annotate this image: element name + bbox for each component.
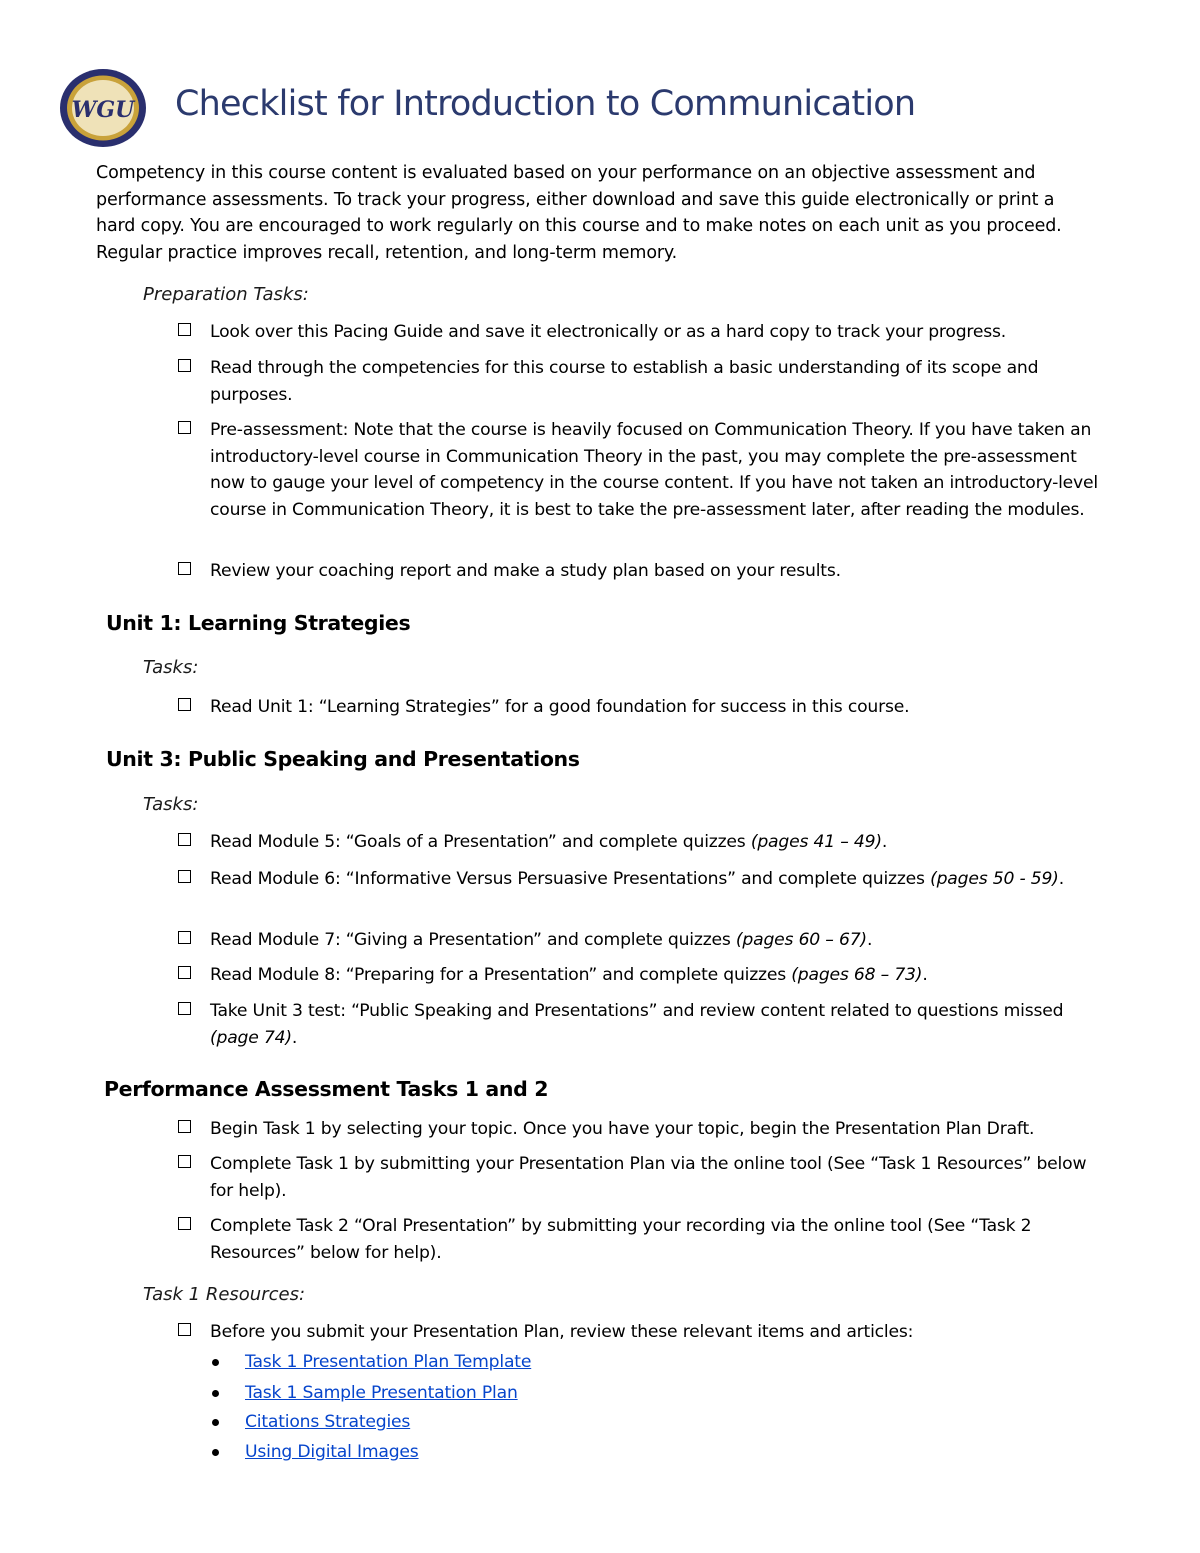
task-text (210, 998, 1108, 1051)
task-description: Read Module 8: “Preparing for a Presentation” and complete quizzes (210, 965, 792, 985)
checkbox[interactable] (178, 562, 191, 575)
task-text (210, 829, 1108, 856)
task-text: Begin Task 1 by selecting your topic. Once you have your topic, begin the Presentation Plan Draft. (210, 1119, 1035, 1139)
page-range: (pages 41 – 49) (750, 832, 882, 852)
task-description: Take Unit 3 test: “Public Speaking and Presentations” and review content related to questions missed (210, 1001, 1064, 1021)
task-text (210, 927, 1108, 954)
checklist-item (178, 1213, 1108, 1266)
link-presentation-plan-template[interactable]: Task 1 Presentation Plan Template (245, 1352, 532, 1372)
unit1-heading: Unit 1: Learning Strategies (106, 611, 411, 635)
checklist-item (178, 962, 1108, 989)
unit3-tasks-heading: Tasks: (143, 794, 199, 815)
checkbox[interactable] (178, 833, 191, 846)
bullet-icon (212, 1419, 219, 1426)
task-end: . (1058, 869, 1064, 889)
link-using-digital-images[interactable]: Using Digital Images (245, 1442, 419, 1462)
checklist-item (178, 417, 1108, 523)
checkbox[interactable] (178, 698, 191, 711)
link-sample-presentation-plan[interactable]: Task 1 Sample Presentation Plan (245, 1383, 518, 1403)
task-text: Complete Task 2 “Oral Presentation” by submitting your recording via the online tool (See “Task 2 Resources” below for help). (210, 1216, 1032, 1263)
checklist-item (178, 319, 1108, 346)
bullet-icon (212, 1359, 219, 1366)
checklist-item (178, 1319, 1108, 1346)
checkbox[interactable] (178, 966, 191, 979)
task-end: . (922, 965, 928, 985)
task-text: Look over this Pacing Guide and save it electronically or as a hard copy to track your progress. (210, 322, 1007, 342)
checklist-item (178, 829, 1108, 856)
checkbox[interactable] (178, 421, 191, 434)
preparation-heading: Preparation Tasks: (143, 284, 309, 305)
university-seal-logo (59, 68, 147, 148)
task-text: Review your coaching report and make a study plan based on your results. (210, 561, 841, 581)
checkbox[interactable] (178, 359, 191, 372)
checkbox[interactable] (178, 931, 191, 944)
logo-monogram: WGU (71, 97, 135, 123)
page-range: (page 74) (210, 1027, 292, 1048)
checkbox[interactable] (178, 870, 191, 883)
task-text: Pre-assessment: Note that the course is heavily focused on Communication Theory. If you have taken an introductory-level course in Communication Theory in the past, you may complete the pre-assessment now to gauge your level of competency in the course content. If you have not taken an introductory-level course in Communication Theory, it is best to take the pre-assessment later, after reading the modules. (210, 420, 1098, 520)
link-citations-strategies[interactable]: Citations Strategies (245, 1412, 411, 1432)
task-text: Before you submit your Presentation Plan, review these relevant items and articles: (210, 1322, 914, 1342)
checklist-item (178, 1151, 1108, 1204)
task-text: Complete Task 1 by submitting your Presentation Plan via the online tool (See “Task 1 Resources” below for help). (210, 1154, 1087, 1201)
task-end: . (291, 1027, 298, 1048)
performance-heading: Performance Assessment Tasks 1 and 2 (104, 1077, 549, 1101)
page-range: (pages 68 – 73) (791, 965, 923, 985)
checkbox[interactable] (178, 1002, 191, 1015)
task-description: Read Module 7: “Giving a Presentation” and complete quizzes (210, 930, 736, 950)
task-text (210, 866, 1108, 893)
task-end: . (866, 930, 873, 950)
task-description: Read Module 5: “Goals of a Presentation” and complete quizzes (210, 832, 751, 852)
page-range: (pages 60 – 67) (735, 930, 867, 950)
bullet-icon (212, 1449, 219, 1456)
task-text (210, 962, 1108, 989)
task-text: Read Unit 1: “Learning Strategies” for a good foundation for success in this course. (210, 697, 910, 717)
checklist-item (178, 694, 1108, 721)
checkbox[interactable] (178, 1120, 191, 1133)
task-description: Read Module 6: “Informative Versus Persuasive Presentations” and complete quizzes (210, 869, 931, 889)
checkbox[interactable] (178, 323, 191, 336)
checklist-item (178, 998, 1108, 1051)
page-title: Checklist for Introduction to Communication (175, 84, 916, 124)
task1-resources-heading: Task 1 Resources: (143, 1284, 306, 1305)
checklist-item (178, 1116, 1108, 1143)
unit3-heading: Unit 3: Public Speaking and Presentations (106, 747, 580, 771)
checklist-item (178, 558, 1108, 585)
checkbox[interactable] (178, 1217, 191, 1230)
checkbox[interactable] (178, 1155, 191, 1168)
bullet-icon (212, 1390, 219, 1397)
task-end: . (881, 832, 888, 852)
page-range: (pages 50 - 59) (930, 869, 1059, 889)
checklist-item (178, 866, 1108, 893)
unit1-tasks-heading: Tasks: (143, 657, 199, 678)
checklist-item (178, 927, 1108, 954)
checkbox[interactable] (178, 1323, 191, 1336)
checklist-item (178, 355, 1108, 408)
intro-paragraph: Competency in this course content is evaluated based on your performance on an objective assessment and performance assessments. To track your progress, either download and save this guide electronically or print a hard copy. You are encouraged to work regularly on this course and to make notes on each unit as you proceed. Regular practice improves recall, retention, and long-term memory. (96, 163, 1062, 263)
task-text: Read through the competencies for this course to establish a basic understanding of its scope and purposes. (210, 358, 1039, 405)
